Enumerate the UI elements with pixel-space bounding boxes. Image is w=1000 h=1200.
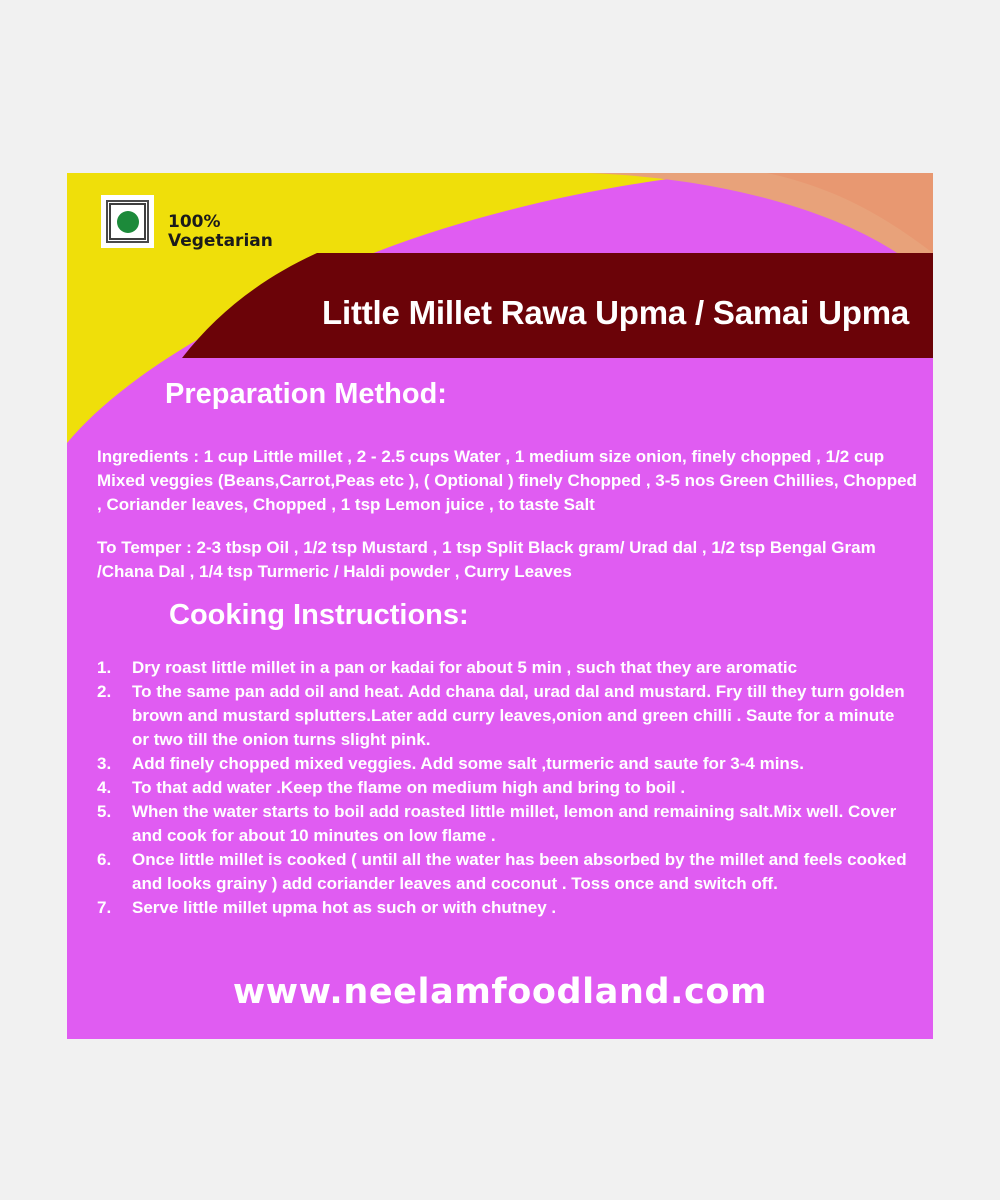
cooking-step — [97, 800, 907, 848]
step-text: Dry roast little millet in a pan or kadai for about 5 min , such that they are aromatic — [132, 658, 798, 677]
veg-symbol-frame — [109, 203, 146, 240]
step-number: 6. — [97, 850, 112, 869]
cooking-step — [97, 776, 907, 800]
veg-badge-text — [168, 213, 273, 251]
step-number: 3. — [97, 754, 112, 773]
cooking-step — [97, 656, 907, 680]
veg-badge-line2: Vegetarian — [168, 231, 273, 251]
page-title: Little Millet Rawa Upma / Samai Upma — [322, 294, 909, 331]
cooking-heading: Cooking Instructions: — [169, 599, 469, 631]
step-text: To that add water .Keep the flame on medium high and bring to boil . — [132, 778, 686, 797]
step-number: 5. — [97, 802, 112, 821]
step-text: Once little millet is cooked ( until all the water has been absorbed by the millet and feels cooked and looks grainy ) add coriander leaves and coconut . Toss once and switch off. — [132, 850, 907, 893]
step-text: When the water starts to boil add roasted little millet, lemon and remaining salt.Mix well. Cover and cook for about 10 minutes on low flame . — [132, 802, 897, 845]
veg-symbol-dot — [117, 211, 139, 233]
veg-symbol-icon — [101, 195, 154, 248]
cooking-step — [97, 680, 907, 752]
recipe-card — [67, 173, 933, 1039]
cooking-step — [97, 896, 907, 920]
step-number: 4. — [97, 778, 112, 797]
veg-badge-line1: 100% — [168, 212, 221, 232]
cooking-steps-list — [97, 656, 907, 920]
temper-text: To Temper : 2-3 tbsp Oil , 1/2 tsp Mustard , 1 tsp Split Black gram/ Urad dal , 1/2 tsp Bengal Gram /Chana Dal , 1/4 tsp Turmeric / Haldi powder , Curry Leaves — [97, 538, 876, 581]
step-number: 2. — [97, 682, 112, 701]
ingredients-text: Ingredients : 1 cup Little millet , 2 - 2.5 cups Water , 1 medium size onion, finely chopped , 1/2 cup Mixed veggies (Beans,Carrot,Peas etc ), ( Optional ) finely Chopped , 3-5 nos Green Chillies, Chopped , Coriander leaves, Chopped , 1 tsp Lemon juice , to taste Salt — [97, 447, 917, 514]
step-number: 7. — [97, 898, 112, 917]
step-number: 1. — [97, 658, 112, 677]
step-text: Serve little millet upma hot as such or with chutney . — [132, 898, 557, 917]
preparation-heading: Preparation Method: — [165, 378, 447, 410]
cooking-step — [97, 848, 907, 896]
step-text: Add finely chopped mixed veggies. Add some salt ,turmeric and saute for 3-4 mins. — [132, 754, 804, 773]
cooking-step — [97, 752, 907, 776]
step-text: To the same pan add oil and heat. Add chana dal, urad dal and mustard. Fry till they turn golden brown and mustard splutters.Later add curry leaves,onion and green chilli . Saute for a minute or two till the onion turns slight pink. — [132, 682, 905, 749]
website-url: www.neelamfoodland.com — [232, 972, 768, 1012]
